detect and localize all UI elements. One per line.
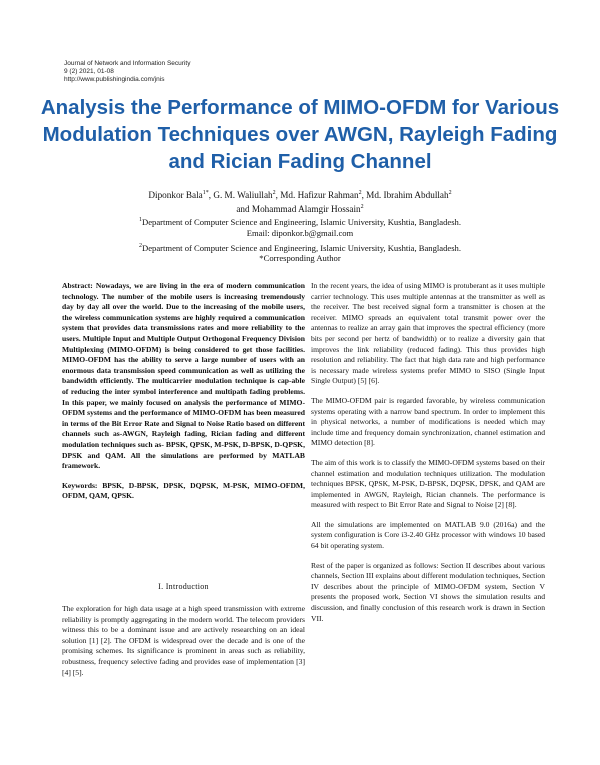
paragraph: The aim of this work is to classify the MIMO-OFDM systems based on their channel estimation and modulation techniques utilization. The modulation techniques BPSK, QPSK, M-PSK, D-BPSK, DQPSK, DPSK, and QAM are implemented in AWGN, Rayleigh, Rician channels. The performance is measured with respect to Bit Error Rate and Signal to Noise [2] [8]. <box>311 457 545 510</box>
abstract: Abstract: Nowadays, we are living in the era of modern communication technology. The number of the mobile users is increasing tremendously day by day all over the world. Due to the increasing of the mobile users, the wireless communication systems are highly required a communication system that provides data transmissions rates and more reliability to the users. Multiple Input and Multiple Output Orthogonal Frequency Division Multiplexing (MIMO-OFDM) is being considered to get those facilities. MIMO-OFDM has the ability to serve a large number of users with an enormous data transmission speed communication as well as utilizing the bandwidth efficiently. The multicarrier modulation technique is cap-able of reducing the inter symbol interference and multipath fading problems. In this paper, we mainly focused on analysis the performance of MIMO-OFDM systems and the performance of MIMO-OFDM has been measured in terms of the Bit Error Rate and Signal to Noise Ratio based on different channels such as-AWGN, Rayleigh fading, Rician fading and different modulation techniques such as- BPSK, QPSK, M-PSK, D-BPSK, D-QPSK, DPSK and QAM. All the simulations are performed by MATLAB framework. <box>62 281 305 471</box>
journal-name: Journal of Network and Information Security <box>64 60 191 67</box>
section-heading: I. Introduction <box>158 582 209 591</box>
affiliation-text: Department of Computer Science and Engineering, Islamic University, Kushtia, Bangladesh. <box>142 216 461 227</box>
author-name: , Md. Hafizur Rahman <box>275 190 359 201</box>
author-name: and Mohammad Alamgir Hossain <box>236 204 361 215</box>
right-column <box>311 281 545 633</box>
paragraph: All the simulations are implemented on MATLAB 9.0 (2016a) and the system configuration is Core i3-2.40 GHz processor with windows 10 based 64 bit operating system. <box>311 519 545 551</box>
paragraph: In the recent years, the idea of using MIMO is protuberant as it uses multiple carrier technology. This uses multiple antennas at the transmitter as well as the receiver. The best received signal form a transmitter is chosen at the receiver. MIMO spreads an equivalent total transmit power over the antennas to realize an array gain that improves the spectral efficiency (more bits per second per hertz of bandwidth) or to realize a diversity gain that improves the link reliability (reduced fading). This thus provides high resolution and reliability. The fact that high data rate and high performance is necessary made wireless systems prefer MIMO to SISO (Single Input Single Output) [5] [6]. <box>311 281 545 386</box>
journal-header <box>64 60 190 84</box>
author-name: , G. M. Waliullah <box>208 190 273 201</box>
author-mark: 2 <box>272 190 276 196</box>
author-mark: 2 <box>358 190 362 196</box>
affiliation-text: Department of Computer Science and Engineering, Islamic University, Kushtia, Bangladesh. <box>142 242 461 253</box>
author-mark: 2 <box>360 204 364 211</box>
journal-volume: 9 (2) 2021, 01-08 <box>64 68 114 75</box>
affiliation-mark: 1 <box>139 217 142 223</box>
author-mark: 2 <box>448 190 452 196</box>
paper-title: Analysis the Performance of MIMO-OFDM for Various Modulation Techniques over AWGN, Rayleigh Fading and Rician Fading Channel <box>40 96 560 173</box>
affiliation-1 <box>60 215 540 228</box>
paragraph: The exploration for high data usage at a high speed transmission with extreme reliability is promptly aggregating in the modern world. The telecom providers witness this to be a dominant issue and are actively researching on an ideal solution [1] [2]. The OFDM is widespread over the decade and is one of the promising schemes. Its significance is prominent in areas such as reliability, robustness, frequency selective fading and provides ease of implementation [3] [4] [5]. <box>62 604 305 677</box>
keywords: Keywords: BPSK, D-BPSK, DPSK, DQPSK, M-PSK, MIMO-OFDM, OFDM, QAM, QPSK. <box>62 480 305 501</box>
author-name: , Md. Ibrahim Abdullah <box>361 190 449 201</box>
paragraph: The MIMO-OFDM pair is regarded favorable, by wireless communication systems operating with a narrow band spectrum. In order to implement this in physical networks, a number of modifications is needed which may include time and frequency domain synchronization, channel estimation and MIMO detection [8]. <box>311 395 545 448</box>
author-list <box>60 187 540 215</box>
author-name: Diponkor Bala <box>148 190 203 201</box>
affiliation-2 <box>60 241 540 254</box>
paragraph: Rest of the paper is organized as follows: Section II describes about various channels, Section III explains about different modulation techniques, Section IV describes about the principle of MIMO-OFDM system, Section V presents the proposed work, Section VI shows the simulation results and discussion, and finally conclusion of this research work is drawn in Section VII. <box>311 560 545 623</box>
author-email[interactable]: Email: diponkor.b@gmail.com <box>246 228 354 238</box>
journal-url[interactable]: http://www.publishingindia.com/jnis <box>64 76 165 83</box>
corresponding-author: *Corresponding Author <box>259 253 341 263</box>
left-column <box>62 281 305 511</box>
introduction-section <box>62 582 305 593</box>
introduction-body <box>62 604 305 687</box>
affiliation-mark: 2 <box>139 243 142 249</box>
author-mark: 1* <box>202 190 209 196</box>
